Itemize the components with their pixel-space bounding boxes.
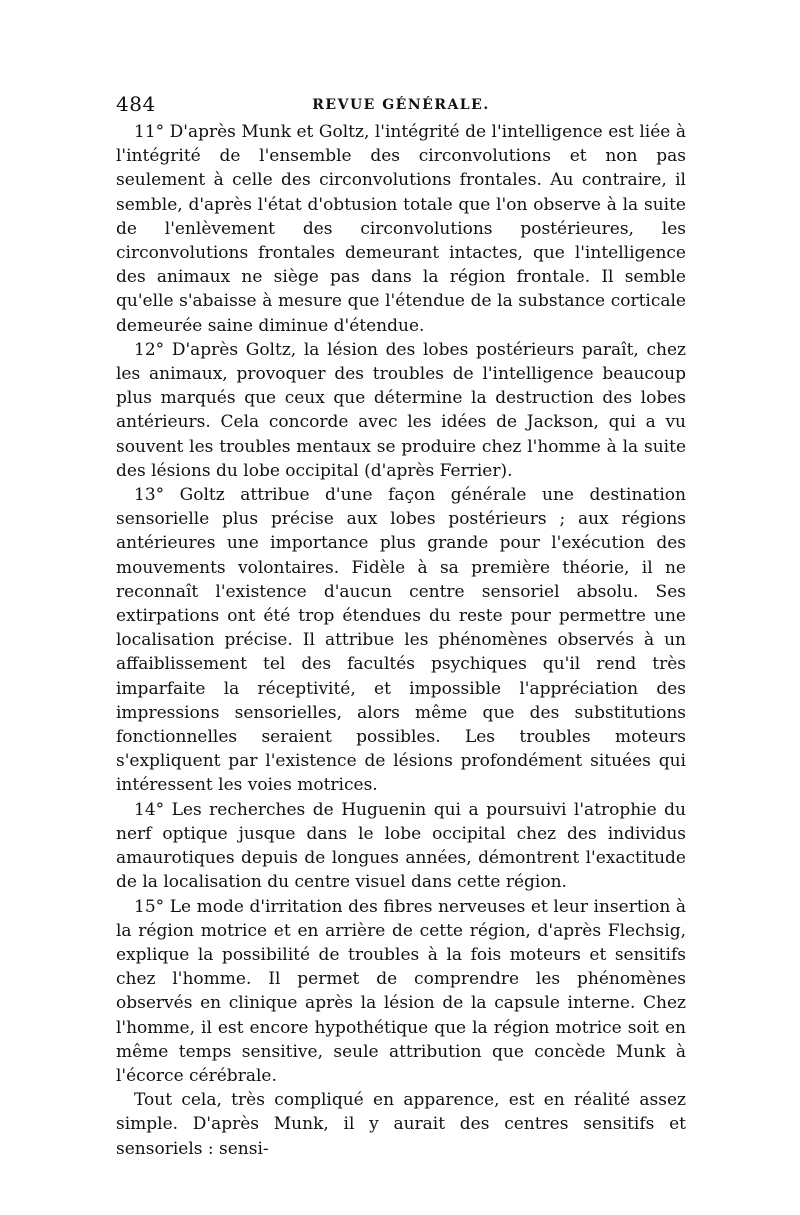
paragraph-11: 11° D'après Munk et Goltz, l'intégrité de l'intelligence est liée à l'intégrité de l'ensemble des circonvolutions et non pas seulement à celle des circonvolutions frontales. Au contraire, il semble, d'après l'état d'obtusion totale que l'on observe à la suite de l'enlèvement des circonvolutions postérieures, les circonvolutions frontales demeurant intactes, que l'intelligence des animaux ne siège pas dans la région frontale. Il semble qu'elle s'abaisse à mesure que l'étendue de la substance corticale demeurée saine diminue d'étendue.: [116, 122, 686, 336]
paragraph-conclusion: Tout cela, très compliqué en apparence, est en réalité assez simple. D'après Munk, il y aurait des centres sensitifs et sensoriels : sensi-: [116, 1090, 686, 1159]
paragraph-14: 14° Les recherches de Huguenin qui a poursuivi l'atrophie du nerf optique jusque dans le lobe occipital chez des individus amaurotiques depuis de longues années, démontrent l'exactitude de la localisation du centre visuel dans cette région.: [116, 799, 686, 893]
body-text: [116, 120, 686, 1161]
document-page: [116, 92, 686, 1161]
page-header: [116, 92, 686, 120]
running-head: REVUE GÉNÉRALE.: [312, 97, 490, 113]
paragraph-12: 12° D'après Goltz, la lésion des lobes postérieurs paraît, chez les animaux, provoquer des troubles de l'intelligence beaucoup plus marqués que ceux que détermine la destruction des lobes antérieurs. Cela concorde avec les idées de Jackson, qui a vu souvent les troubles mentaux se produire chez l'homme à la suite des lésions du lobe occipital (d'après Ferrier).: [116, 339, 686, 481]
page-number: 484: [116, 92, 156, 116]
paragraph-13: 13° Goltz attribue d'une façon générale une destination sensorielle plus précise aux lobes postérieurs ; aux régions antérieures une importance plus grande pour l'exécution des mouvements volontaires. Fidèle à sa première théorie, il ne reconnaît l'existence d'aucun centre sensoriel absolu. Ses extirpations ont été trop étendues du reste pour permettre une localisation précise. Il attribue les phénomènes observés à un affaiblissement tel des facultés psychiques qu'il rend très imparfaite la réceptivité, et impossible l'appréciation des impressions sensorielles, alors même que des substitutions fonctionnelles seraient possibles. Les troubles moteurs s'expliquent par l'existence de lésions profondément situées qui intéressent les voies motrices.: [116, 485, 686, 796]
paragraph-15: 15° Le mode d'irritation des fibres nerveuses et leur insertion à la région motrice et en arrière de cette région, d'après Flechsig, explique la possibilité de troubles à la fois moteurs et sensitifs chez l'homme. Il permet de comprendre les phénomènes observés en clinique après la lésion de la capsule interne. Chez l'homme, il est encore hypothétique que la région motrice soit en même temps sensitive, seule attribution que concède Munk à l'écorce cérébrale.: [116, 896, 686, 1086]
